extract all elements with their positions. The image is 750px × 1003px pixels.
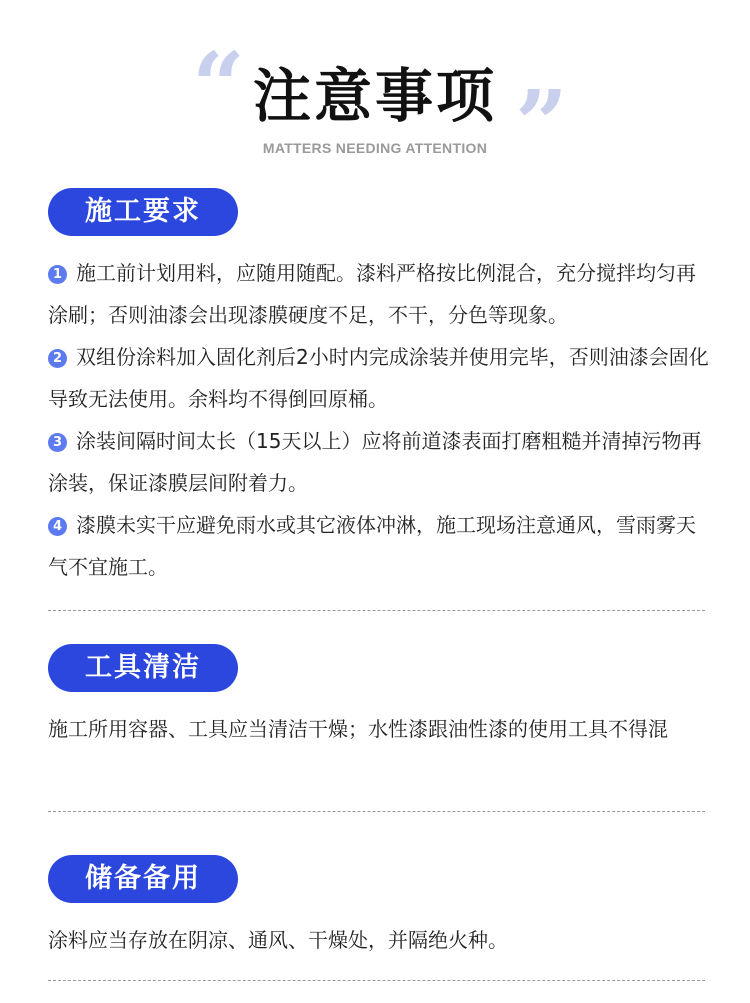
- page-subtitle: MATTERS NEEDING ATTENTION: [262, 140, 488, 156]
- list-item-text: 施工前计划用料，应随用随配。漆料严格按比例混合，充分搅拌均匀再涂刷；否则油漆会出现漆膜硬度不足，不干，分色等现象。: [48, 261, 696, 327]
- open-quote-icon: “: [192, 32, 245, 140]
- list-item: [48, 504, 713, 588]
- section-title-construction: 施工要求: [48, 188, 238, 236]
- number-2-icon: 2: [48, 349, 67, 368]
- section-title-tool-cleaning: 工具清洁: [48, 644, 238, 692]
- section-divider: [48, 980, 705, 981]
- section-divider: [48, 610, 705, 611]
- number-1-icon: 1: [48, 265, 67, 284]
- list-item: [48, 252, 713, 336]
- section-title-storage: 储备备用: [48, 855, 238, 903]
- list-item: [48, 420, 713, 504]
- list-item-text: 漆膜未实干应避免雨水或其它液体冲淋，施工现场注意通风，雪雨雾天气不宜施工。: [48, 513, 696, 579]
- number-3-icon: 3: [48, 433, 67, 452]
- section-body-tool-cleaning: 施工所用容器、工具应当清洁干燥；水性漆跟油性漆的使用工具不得混: [48, 717, 668, 741]
- section-body-storage: 涂料应当存放在阴凉、通风、干燥处，并隔绝火种。: [48, 928, 508, 952]
- header: [0, 0, 750, 180]
- list-item: [48, 336, 713, 420]
- page-title: 注意事项: [252, 62, 497, 130]
- list-item-text: 涂装间隔时间太长（15天以上）应将前道漆表面打磨粗糙并清掉污物再涂装，保证漆膜层间附着力。: [48, 429, 702, 495]
- number-4-icon: 4: [48, 517, 67, 536]
- list-item-text: 双组份涂料加入固化剂后2小时内完成涂装并使用完毕，否则油漆会固化导致无法使用。余料均不得倒回原桶。: [48, 345, 709, 411]
- section-divider: [48, 811, 705, 812]
- close-quote-icon: ”: [515, 70, 568, 178]
